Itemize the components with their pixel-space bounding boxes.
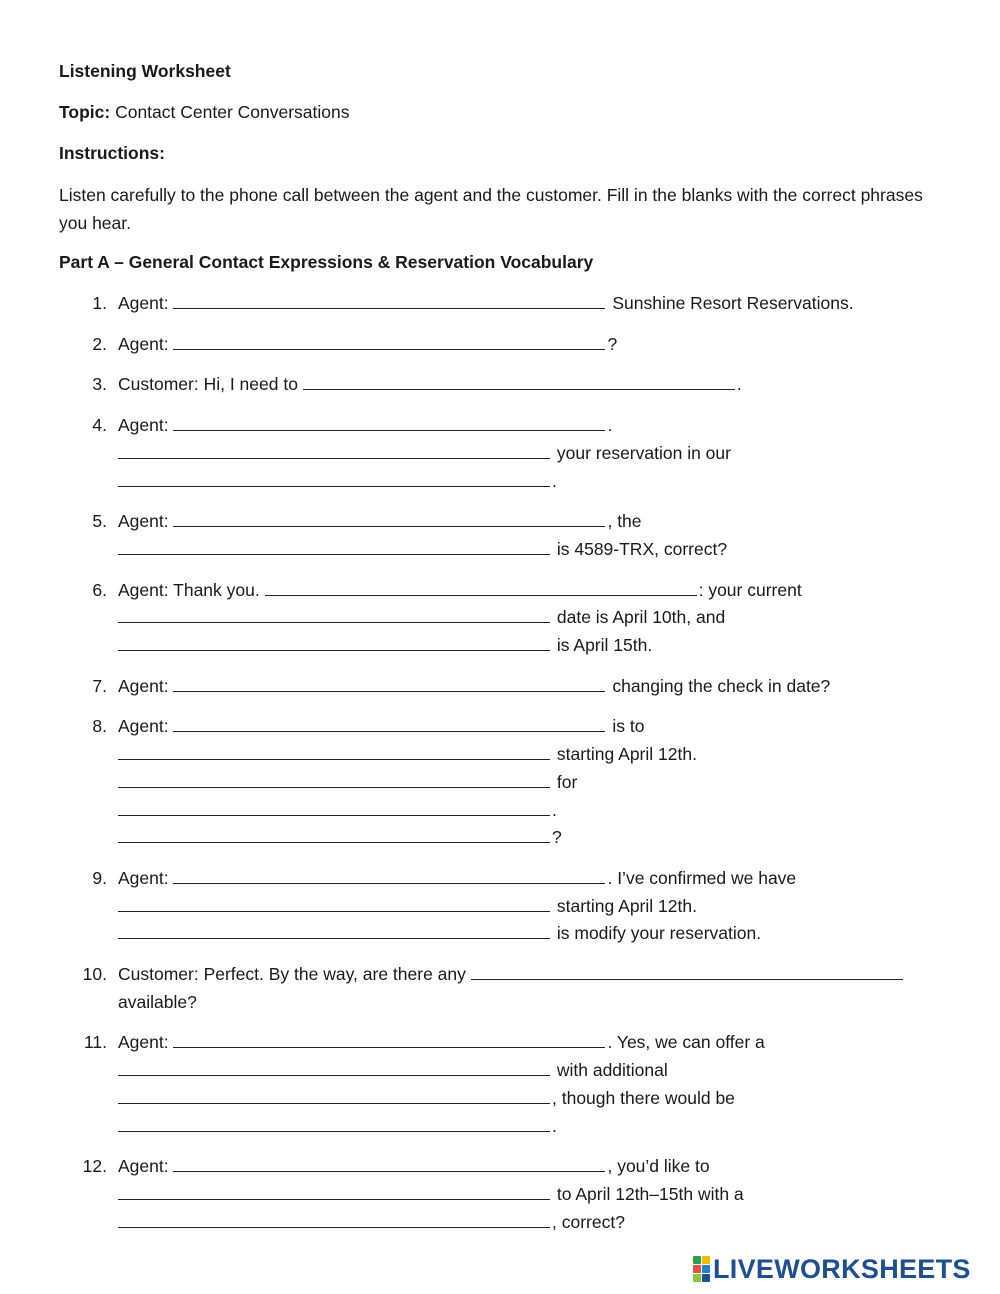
answer-blank[interactable]	[118, 536, 550, 555]
question-number: 10.	[82, 964, 107, 985]
question-line	[118, 1057, 939, 1085]
worksheet-title: Listening Worksheet	[59, 61, 231, 81]
answer-blank[interactable]	[173, 290, 605, 309]
question-number: 1.	[92, 293, 107, 313]
question-text: .	[552, 470, 557, 491]
question-text: . I’ve confirmed we have	[607, 867, 797, 888]
question-text: starting April 12th.	[552, 744, 697, 765]
question-text: Agent:	[118, 716, 174, 737]
question-line	[118, 632, 939, 660]
topic-label: Topic:	[59, 102, 111, 122]
question-list	[59, 290, 939, 1236]
worksheet-page	[59, 58, 939, 1249]
question-item	[59, 1153, 939, 1236]
question-text: Agent:	[118, 1156, 174, 1177]
question-line	[118, 1085, 939, 1113]
question-line	[118, 865, 939, 893]
instructions-heading: Instructions:	[59, 143, 165, 163]
question-text: .	[552, 799, 557, 820]
answer-blank[interactable]	[173, 412, 605, 431]
answer-blank[interactable]	[471, 961, 903, 980]
question-number: 4.	[92, 415, 107, 436]
question-text: Agent:	[118, 293, 174, 313]
answer-blank[interactable]	[173, 713, 605, 732]
question-text: your reservation in our	[552, 442, 731, 463]
question-text: Agent:	[118, 675, 174, 696]
answer-blank[interactable]	[118, 1085, 550, 1104]
question-line	[118, 824, 939, 852]
answer-blank[interactable]	[118, 920, 550, 939]
question-text: : your current	[698, 579, 802, 600]
topic-line	[59, 99, 939, 125]
answer-blank[interactable]	[118, 1113, 550, 1132]
question-text: changing the check in date?	[607, 675, 831, 696]
question-number: 2.	[92, 333, 107, 354]
question-number: 12.	[82, 1156, 107, 1177]
question-line	[118, 1209, 939, 1237]
answer-blank[interactable]	[303, 371, 735, 390]
question-item	[59, 713, 939, 852]
question-text: date is April 10th, and	[552, 607, 726, 628]
part-a-heading: Part A – General Contact Expressions & Reservation Vocabulary	[59, 252, 594, 272]
answer-blank[interactable]	[118, 1209, 550, 1228]
question-text: starting April 12th.	[552, 895, 697, 916]
question-line	[118, 604, 939, 632]
answer-blank[interactable]	[118, 741, 550, 760]
question-text: for	[552, 771, 578, 792]
question-line	[118, 893, 939, 921]
question-line	[118, 536, 939, 564]
answer-blank[interactable]	[173, 331, 605, 350]
question-text: Sunshine Resort Reservations.	[607, 293, 854, 313]
question-line	[118, 290, 939, 318]
answer-blank[interactable]	[173, 673, 605, 692]
question-text: Agent:	[118, 415, 174, 436]
question-line	[118, 769, 939, 797]
question-line	[118, 577, 939, 605]
question-text: Agent: Thank you.	[118, 579, 265, 600]
answer-blank[interactable]	[118, 824, 550, 843]
question-text: .	[607, 415, 613, 436]
question-text: Agent:	[118, 867, 174, 888]
question-number: 3.	[92, 374, 107, 395]
liveworksheets-logo-icon	[693, 1256, 710, 1282]
answer-blank[interactable]	[118, 797, 550, 816]
logo-text: LIVEWORKSHEETS	[713, 1253, 971, 1284]
question-item	[59, 577, 939, 660]
question-line	[118, 1153, 939, 1181]
question-text: Agent:	[118, 511, 174, 532]
question-text: , you’d like to	[607, 1156, 710, 1177]
answer-blank[interactable]	[173, 1153, 605, 1172]
question-text: .	[736, 374, 742, 395]
question-item	[59, 331, 939, 359]
question-text: , correct?	[552, 1211, 625, 1232]
question-line	[118, 440, 939, 468]
question-line	[118, 468, 939, 496]
question-text: ?	[607, 333, 618, 354]
answer-blank[interactable]	[173, 1029, 605, 1048]
question-line	[118, 508, 939, 536]
question-text: available?	[118, 991, 197, 1012]
question-line	[118, 1113, 939, 1141]
question-line	[118, 412, 939, 440]
question-item	[59, 961, 939, 1016]
answer-blank[interactable]	[265, 577, 697, 596]
question-item	[59, 1029, 939, 1140]
question-line	[118, 371, 939, 399]
question-text: Agent:	[118, 333, 174, 354]
question-number: 11.	[83, 1032, 107, 1053]
topic-value: Contact Center Conversations	[115, 102, 350, 122]
question-line	[118, 920, 939, 948]
question-line	[118, 713, 939, 741]
question-text: is April 15th.	[552, 635, 653, 656]
question-text: Customer: Perfect. By the way, are there any	[118, 964, 471, 985]
answer-blank[interactable]	[118, 440, 550, 459]
liveworksheets-logo	[693, 1255, 971, 1283]
question-item	[59, 865, 939, 948]
question-number: 5.	[92, 511, 107, 532]
question-text: Customer: Hi, I need to	[118, 374, 303, 395]
question-text: to April 12th–15th with a	[552, 1183, 744, 1204]
question-text: is modify your reservation.	[552, 923, 762, 944]
question-item	[59, 290, 939, 318]
question-line	[118, 331, 939, 359]
question-text: with additional	[552, 1060, 668, 1081]
answer-blank[interactable]	[118, 1057, 550, 1076]
question-item	[59, 673, 939, 701]
answer-blank[interactable]	[118, 1181, 550, 1200]
answer-blank[interactable]	[173, 508, 605, 527]
question-item	[59, 412, 939, 495]
question-text: .	[552, 1115, 557, 1136]
answer-blank[interactable]	[118, 468, 550, 487]
answer-blank[interactable]	[118, 604, 550, 623]
question-item	[59, 371, 939, 399]
question-line	[118, 961, 939, 989]
question-text: , the	[607, 511, 642, 532]
question-number: 9.	[92, 867, 107, 888]
question-item	[59, 508, 939, 563]
question-text: is to	[607, 716, 645, 737]
question-number: 6.	[92, 579, 107, 600]
answer-blank[interactable]	[118, 769, 550, 788]
question-number: 7.	[92, 675, 107, 696]
question-text: ?	[552, 827, 562, 848]
question-text: , though there would be	[552, 1087, 735, 1108]
question-line	[118, 797, 939, 825]
answer-blank[interactable]	[118, 632, 550, 651]
question-number: 8.	[92, 716, 107, 737]
answer-blank[interactable]	[173, 865, 605, 884]
question-line	[118, 989, 939, 1017]
question-line	[118, 741, 939, 769]
question-line	[118, 1181, 939, 1209]
question-text: is 4589-TRX, correct?	[552, 538, 728, 559]
question-text: . Yes, we can offer a	[607, 1032, 765, 1053]
question-line	[118, 1029, 939, 1057]
question-text: Agent:	[118, 1032, 174, 1053]
instructions-text: Listen carefully to the phone call between the agent and the customer. Fill in the blanks with the correct phrases you hear.	[59, 185, 923, 233]
question-line	[118, 673, 939, 701]
answer-blank[interactable]	[118, 893, 550, 912]
